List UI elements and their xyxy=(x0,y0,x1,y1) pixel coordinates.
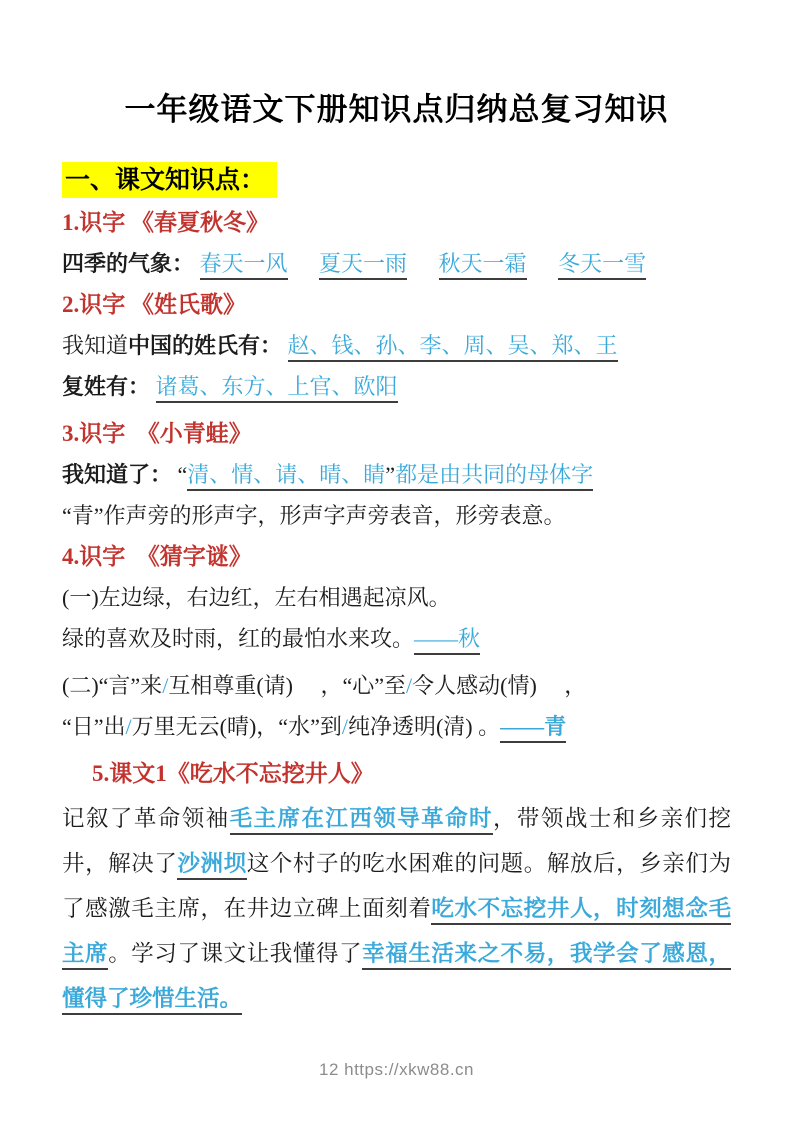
season-item-autumn: 秋天一霜 xyxy=(439,251,527,280)
riddle-2-part-e: 万里无云(晴)，“水”到 xyxy=(131,714,342,739)
riddle-2-part-b: 互相尊重(请) ，“心”至 xyxy=(168,673,406,698)
season-item-spring: 春天一风 xyxy=(200,251,288,280)
summary-key-phrase-1: 毛主席在江西领导革命时 xyxy=(230,806,493,835)
riddle-1-line-2 xyxy=(62,618,731,659)
section-heading: 一、课文知识点： xyxy=(62,162,277,198)
riddle-1-answer: ——秋 xyxy=(414,626,480,655)
qing-family-label: 我知道了： xyxy=(62,462,173,487)
compound-surnames-line xyxy=(62,366,731,407)
slash-separator: / xyxy=(341,714,348,739)
qing-family-line xyxy=(62,454,731,495)
lesson-2-heading: 2.识字 《姓氏歌》 xyxy=(62,292,246,317)
lesson-1-heading: 1.识字 《春夏秋冬》 xyxy=(62,210,269,235)
qing-family-rest: 都是由共同的母体字 xyxy=(395,462,594,487)
riddle-2-answer: ——青 xyxy=(500,714,566,743)
summary-text-1: 记叙了革命领袖 xyxy=(62,806,230,831)
seasons-line xyxy=(62,243,731,284)
phonetic-explanation-line: “青”作声旁的形声字，形声字声旁表音，形旁表意。 xyxy=(62,503,566,528)
qing-family-underlined xyxy=(187,462,593,491)
surnames-list: 赵、钱、孙、李、周、吴、郑、王 xyxy=(288,333,618,362)
summary-text-4: 。学习了课文让我懂得了 xyxy=(108,941,363,966)
page-title: 一年级语文下册知识点归纳总复习知识 xyxy=(124,92,669,127)
lesson-4-heading: 4.识字 《猜字谜》 xyxy=(62,544,252,569)
riddle-2-part-c: 令人感动(情) ， xyxy=(412,673,587,698)
qing-characters: 清、情、请、晴、睛 xyxy=(187,462,386,487)
section-heading-row xyxy=(62,162,731,202)
lesson-5-summary xyxy=(62,796,731,1021)
surnames-intro-bold: 中国的姓氏有： xyxy=(128,333,283,358)
surnames-line xyxy=(62,325,731,366)
riddle-2-line-2 xyxy=(62,706,731,747)
seasons-label: 四季的气象： xyxy=(62,251,195,276)
riddle-2-part-f: 纯净透明(清) 。 xyxy=(347,714,501,739)
riddle-2-part-a: (二)“言”来 xyxy=(62,673,163,698)
lesson-3-heading: 3.识字 《小青蛙》 xyxy=(62,421,252,446)
riddle-2-line-1 xyxy=(62,665,731,706)
compound-surnames-list: 诸葛、东方、上官、欧阳 xyxy=(156,374,398,403)
page-footer: 12 https://xkw88.cn xyxy=(318,1060,475,1079)
summary-key-phrase-3: 吃水不忘挖井人，时刻想念毛主席 xyxy=(62,896,731,970)
close-quote: ” xyxy=(385,462,396,487)
compound-surnames-label: 复姓有： xyxy=(62,374,151,399)
summary-key-phrase-2: 沙洲坝 xyxy=(177,851,246,880)
surnames-intro-plain: 我知道 xyxy=(62,333,129,358)
riddle-2-part-d: “日”出 xyxy=(62,714,126,739)
riddle-1-line-1: (一)左边绿，右边红，左右相遇起凉风。 xyxy=(62,585,451,610)
summary-key-phrase-4: 幸福生活来之不易，我学会了感恩，懂得了珍惜生活。 xyxy=(62,941,731,1015)
riddle-1-text: 绿的喜欢及时雨，红的最怕水来攻。 xyxy=(62,626,415,651)
slash-separator: / xyxy=(125,714,132,739)
season-item-summer: 夏天一雨 xyxy=(319,251,407,280)
summary-text-2: ，带领战士和乡亲们挖井，解决了 xyxy=(62,806,731,876)
lesson-5-heading: 5.课文1《吃水不忘挖井人》 xyxy=(92,761,374,786)
slash-separator: / xyxy=(162,673,169,698)
slash-separator: / xyxy=(406,673,413,698)
season-item-winter: 冬天一雪 xyxy=(558,251,646,280)
open-quote: “ xyxy=(177,462,188,487)
summary-text-3: 这个村子的吃水困难的问题。解放后，乡亲们为了感激毛主席，在井边立碑上面刻着 xyxy=(62,851,731,921)
